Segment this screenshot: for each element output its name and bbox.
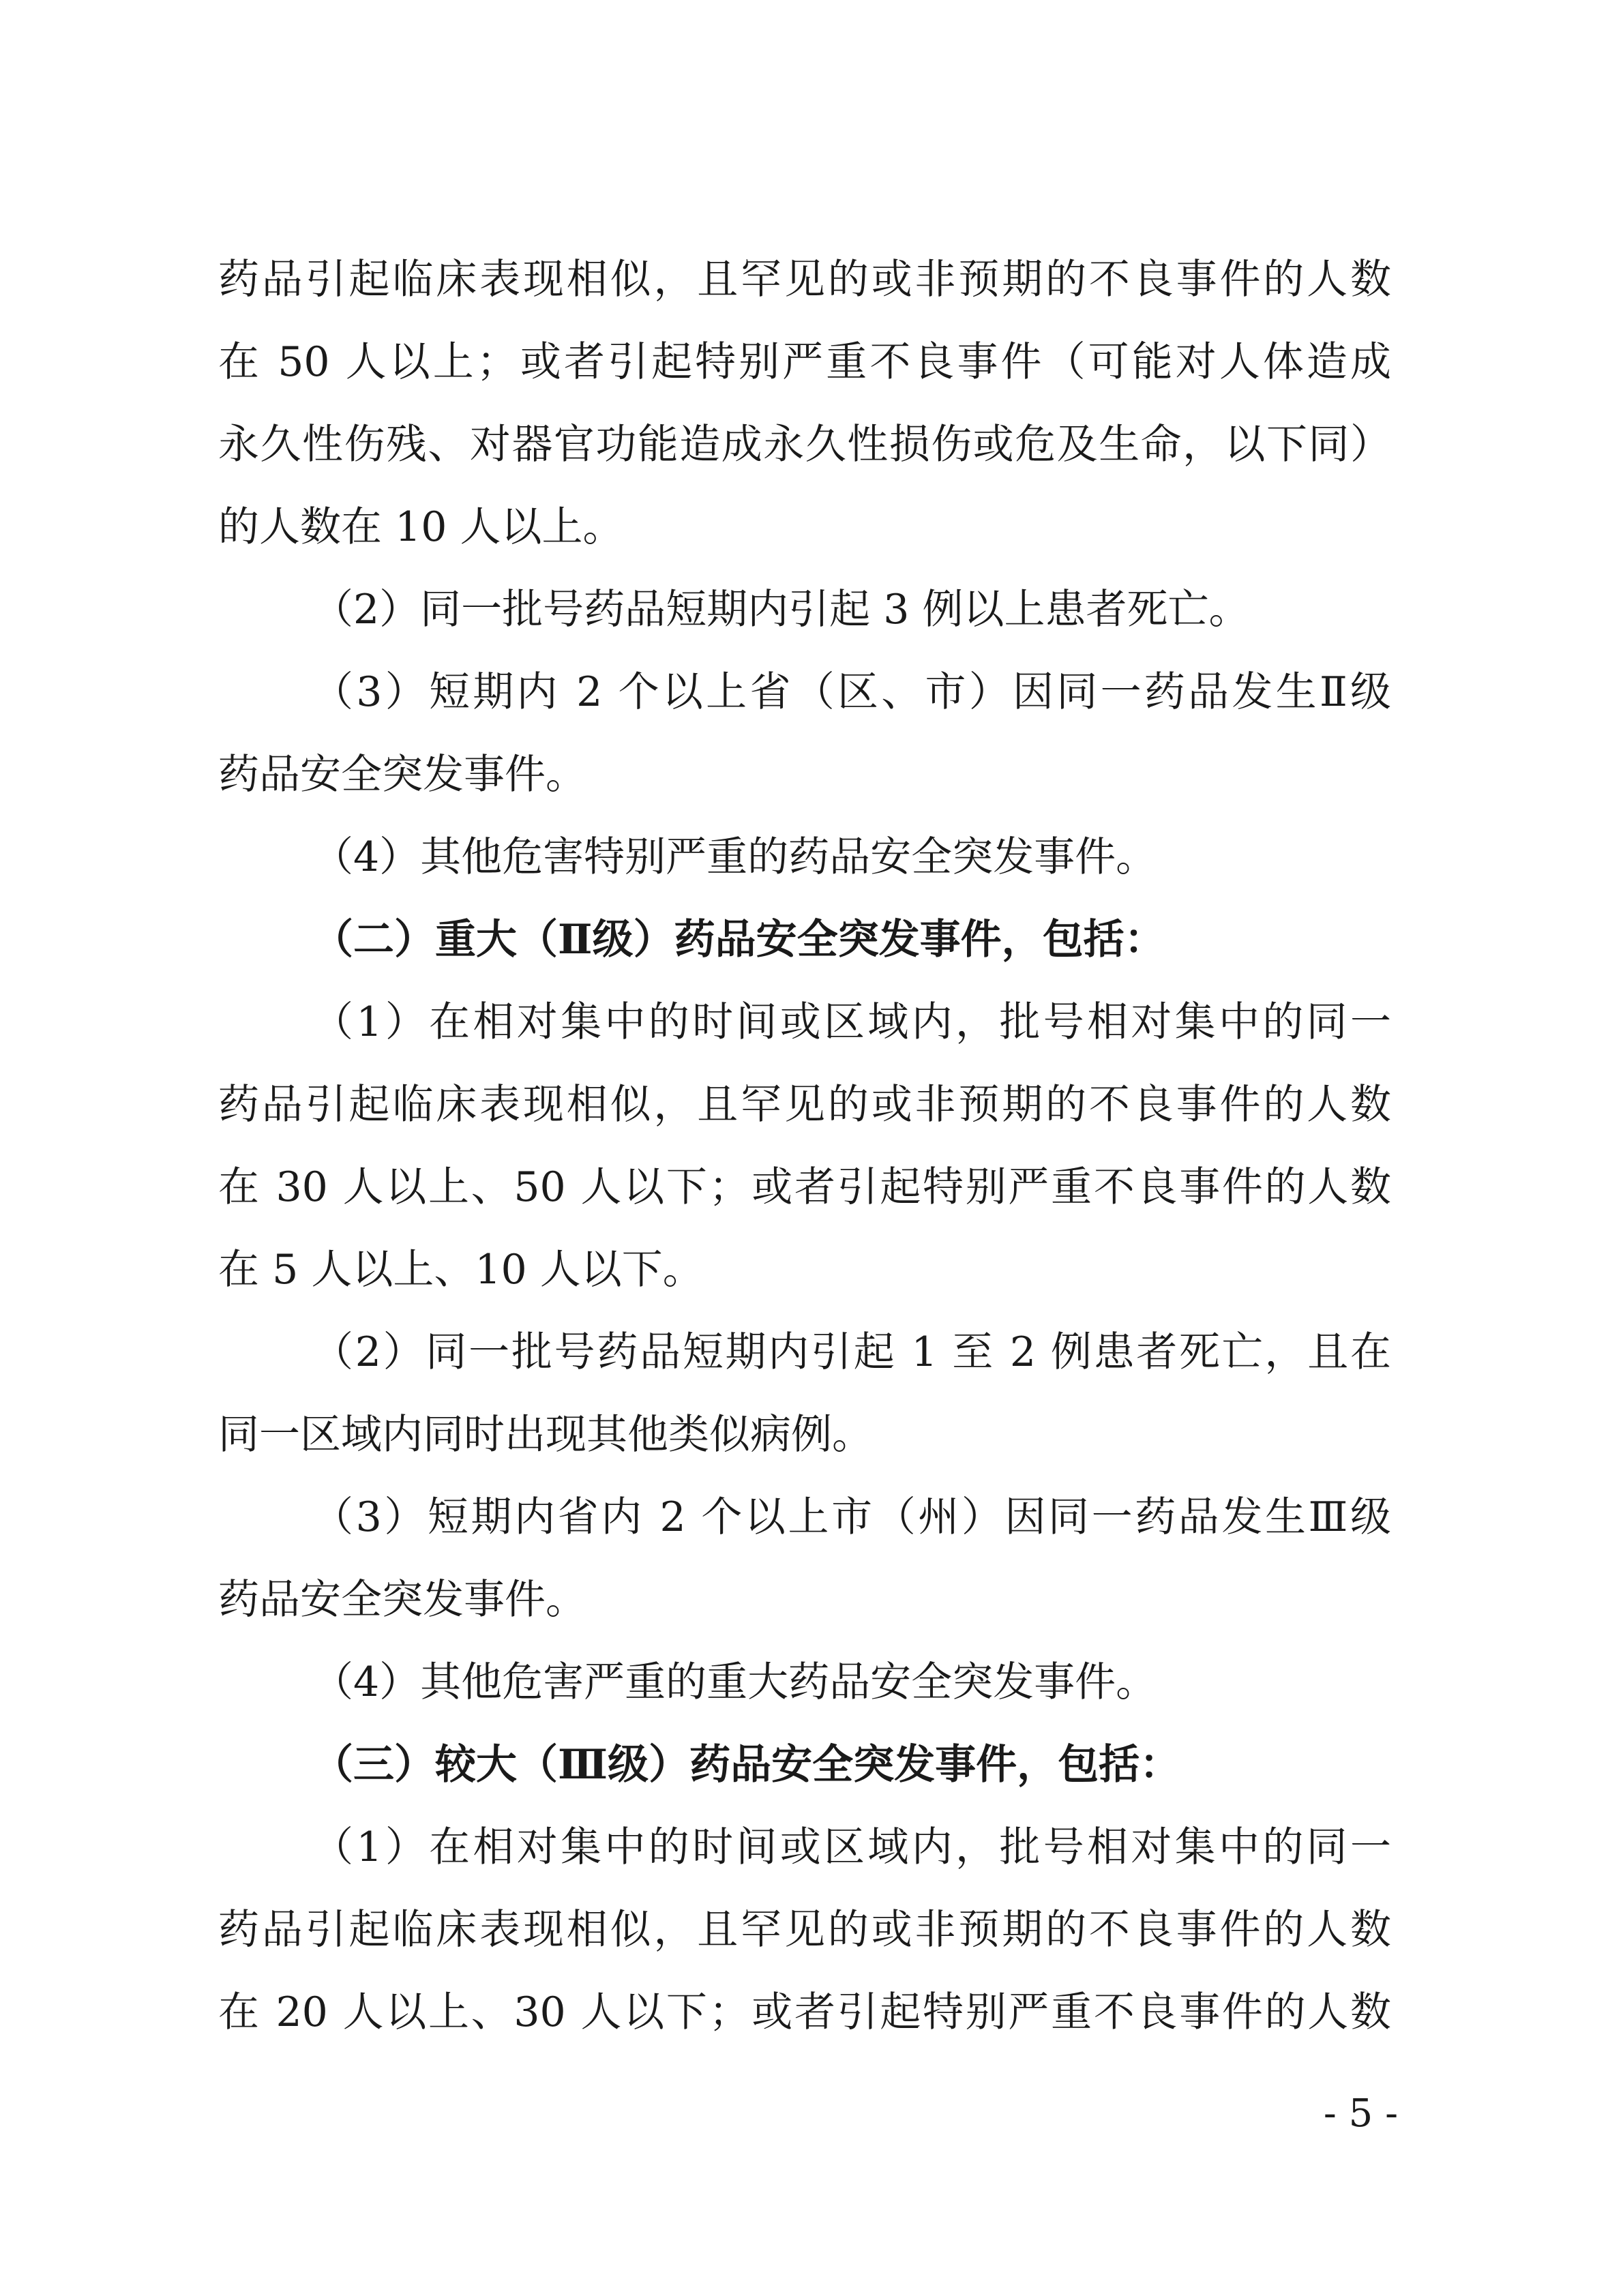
page-number: - 5 - xyxy=(1323,2091,1398,2136)
list-item: （4）其他危害特别严重的药品安全突发事件。 xyxy=(312,833,1157,881)
text-line: 永久性伤残、对器官功能造成永久性损伤或危及生命，以下同） xyxy=(218,421,1391,468)
list-item: （3）短期内省内 2 个以上市（州）因同一药品发生Ⅲ级 xyxy=(312,1493,1391,1541)
text-line: 在 30 人以上、50 人以下；或者引起特别严重不良事件的人数 xyxy=(218,1163,1391,1211)
text-line: 同一区域内同时出现其他类似病例。 xyxy=(218,1411,873,1459)
text-line: 药品引起临床表现相似，且罕见的或非预期的不良事件的人数 xyxy=(218,256,1391,303)
section-heading: （二）重大（Ⅱ级）药品安全突发事件，包括： xyxy=(312,916,1165,964)
list-item: （2）同一批号药品短期内引起 1 至 2 例患者死亡，且在 xyxy=(312,1328,1391,1376)
text-line: 药品引起临床表现相似，且罕见的或非预期的不良事件的人数 xyxy=(218,1081,1391,1129)
list-item: （2）同一批号药品短期内引起 3 例以上患者死亡。 xyxy=(312,586,1250,633)
text-line: 的人数在 10 人以上。 xyxy=(218,503,624,551)
list-item: （3）短期内 2 个以上省（区、市）因同一药品发生Ⅱ级 xyxy=(312,668,1391,716)
list-item: （1）在相对集中的时间或区域内，批号相对集中的同一 xyxy=(312,998,1391,1046)
list-item: （4）其他危害严重的重大药品安全突发事件。 xyxy=(312,1658,1157,1706)
text-line: 在 50 人以上；或者引起特别严重不良事件（可能对人体造成 xyxy=(218,338,1391,386)
body-text xyxy=(218,239,1391,2054)
section-heading: （三）较大（Ⅲ级）药品安全突发事件，包括： xyxy=(312,1741,1181,1789)
list-item: （1）在相对集中的时间或区域内，批号相对集中的同一 xyxy=(312,1823,1391,1871)
text-line: 药品安全突发事件。 xyxy=(218,1576,586,1624)
text-line: 在 20 人以上、30 人以下；或者引起特别严重不良事件的人数 xyxy=(218,1988,1391,2036)
text-line: 药品安全突发事件。 xyxy=(218,751,586,799)
text-line: 在 5 人以上、10 人以下。 xyxy=(218,1246,704,1294)
text-line: 药品引起临床表现相似，且罕见的或非预期的不良事件的人数 xyxy=(218,1906,1391,1954)
